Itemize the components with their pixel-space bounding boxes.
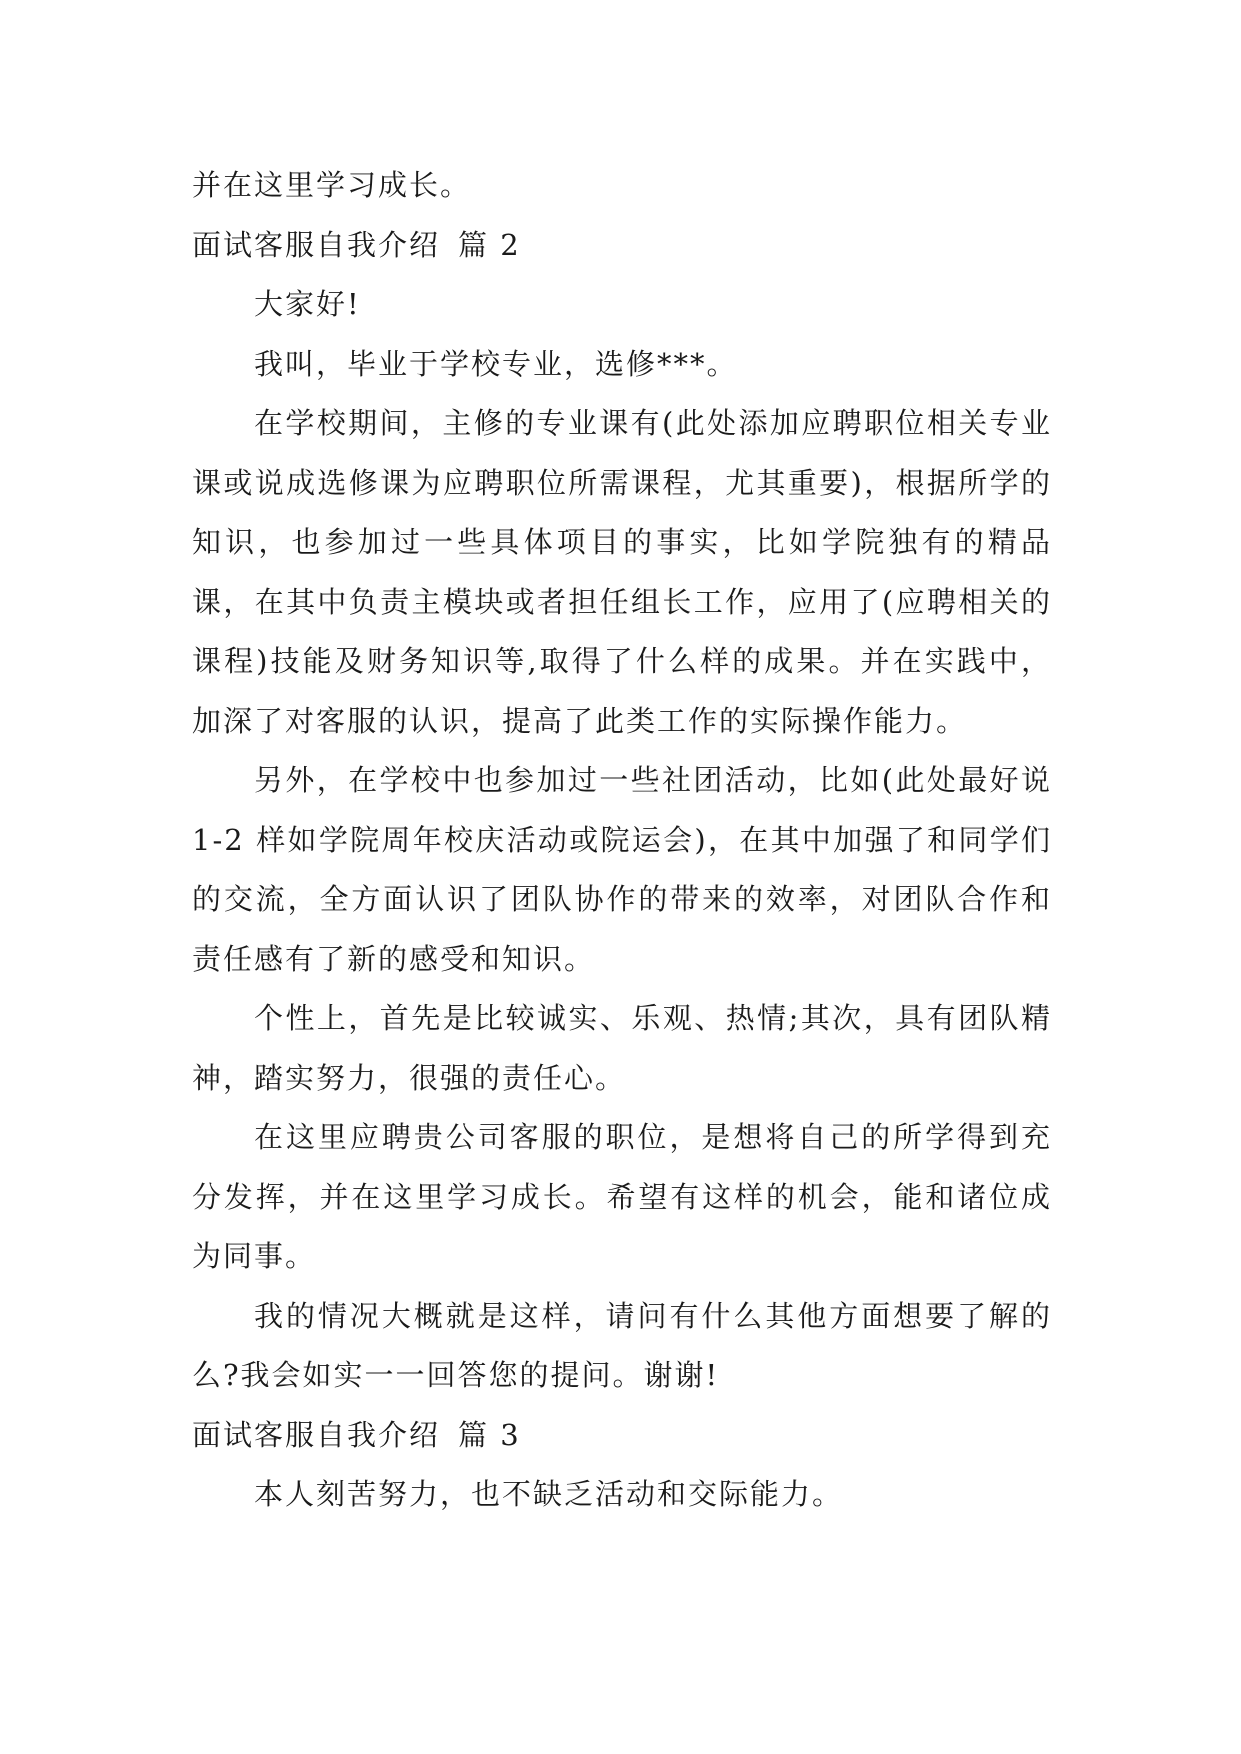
paragraph-section-3-intro: 本人刻苦努力，也不缺乏活动和交际能力。 [254, 1477, 844, 1511]
continued-line: 并在这里学习成长。 [192, 168, 472, 202]
section-2-number: 篇 2 [458, 227, 521, 262]
paragraph-name: 我叫，毕业于学校专业，选修***。 [254, 346, 738, 381]
document-body [192, 156, 1052, 1525]
section-3-number: 篇 3 [458, 1417, 521, 1452]
paragraph-studies: 在学校期间，主修的专业课有(此处添加应聘职位相关专业课或说成选修课为应聘职位所需课程，尤其重要)，根据所学的知识，也参加过一些具体项目的事实，比如学院独有的精品课，在其中负责主模块或者担任组长工作，应用了(应聘相关的课程)技能及财务知识等,取得了什么样的成果。并在实践中，加深了对客服的认识，提高了此类工作的实际操作能力。 [192, 406, 1052, 738]
section-2-title: 面试客服自我介绍 [192, 227, 441, 262]
paragraph-motivation: 在这里应聘贵公司客服的职位，是想将自己的所学得到充分发挥，并在这里学习成长。希望有这样的机会，能和诸位成为同事。 [192, 1120, 1052, 1273]
paragraph-activities: 另外，在学校中也参加过一些社团活动，比如(此处最好说 1-2 样如学院周年校庆活动或院运会)，在其中加强了和同学们的交流，全方面认识了团队协作的带来的效率，对团队合作和责任感有了新的感受和知识。 [192, 763, 1052, 976]
paragraph-greeting: 大家好! [254, 287, 361, 321]
section-2-heading [192, 216, 1052, 276]
paragraph-closing: 我的情况大概就是这样，请问有什么其他方面想要了解的么?我会如实一一回答您的提问。谢谢! [192, 1298, 1052, 1392]
paragraph-personality: 个性上，首先是比较诚实、乐观、热情;其次，具有团队精神，踏实努力，很强的责任心。 [192, 1001, 1052, 1095]
section-3-heading [192, 1406, 1052, 1466]
section-3-title: 面试客服自我介绍 [192, 1417, 441, 1452]
